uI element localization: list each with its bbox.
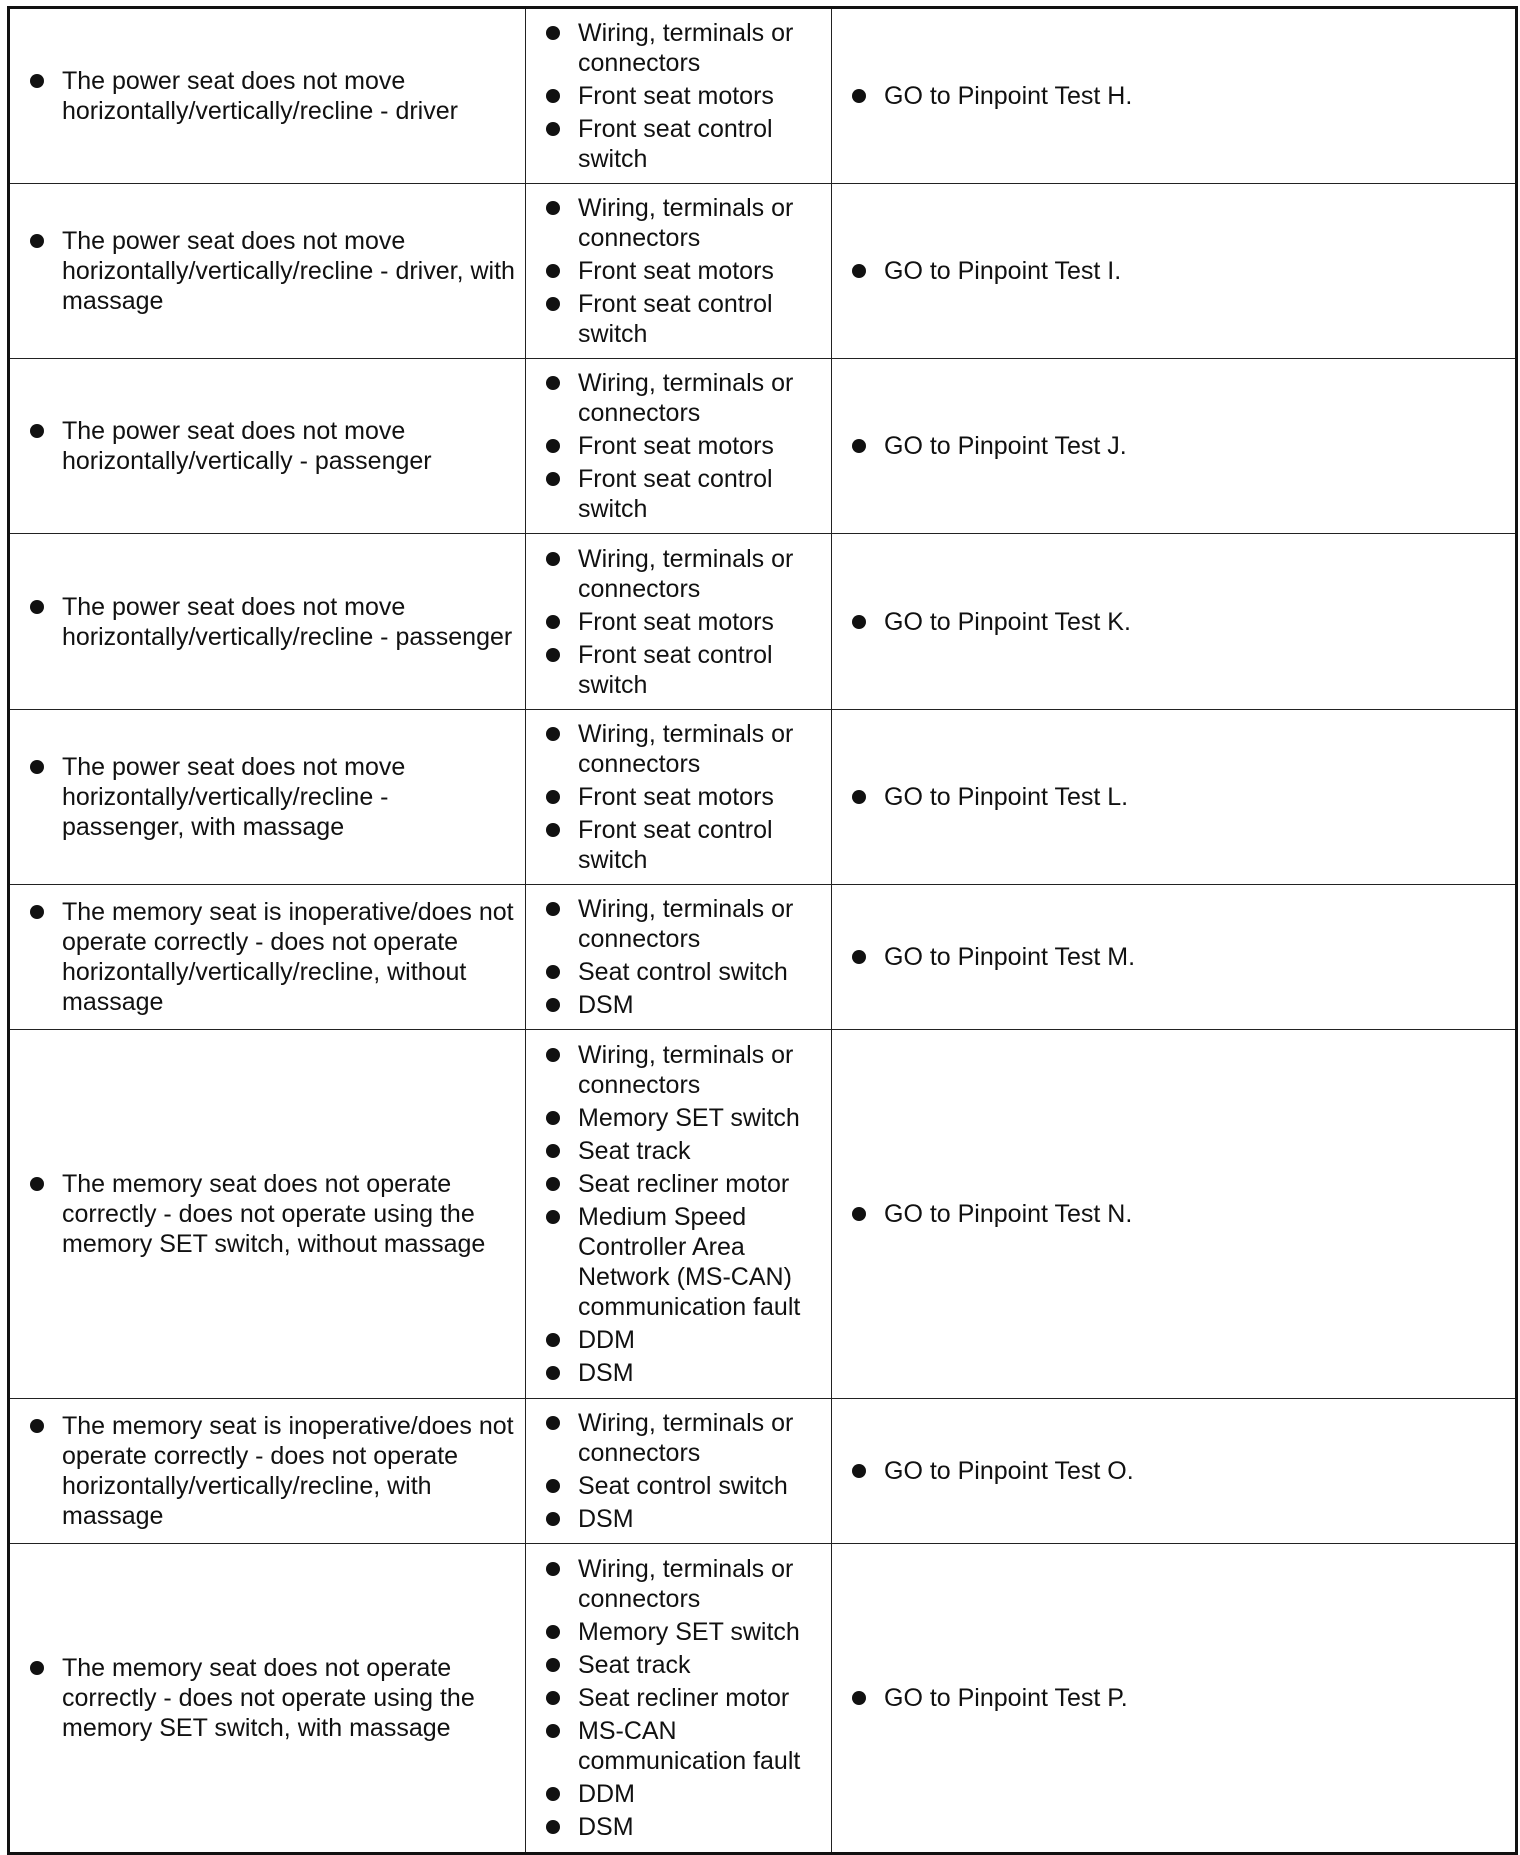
symptom-chart-table [7, 6, 1518, 1855]
action-item-text: GO to Pinpoint Test M. [884, 943, 1136, 971]
bullet-icon [852, 439, 866, 453]
bullet-icon [546, 376, 560, 390]
possible-source-cell [526, 1399, 832, 1544]
action-item [852, 431, 1505, 461]
possible-source-item-text: DDM [578, 1326, 635, 1354]
possible-source-item-text: Wiring, terminals or connectors [578, 544, 794, 603]
bullet-icon [546, 965, 560, 979]
possible-source-item [546, 1812, 821, 1842]
action-item [852, 256, 1505, 286]
condition-item [30, 1411, 515, 1531]
bullet-icon [852, 615, 866, 629]
condition-item-text: The memory seat is inoperative/does not operate correctly - does not operate horizontally/vertically/recline, with massage [62, 1412, 514, 1530]
bullet-icon [546, 1416, 560, 1430]
possible-source-item [546, 719, 821, 779]
possible-source-cell [526, 1544, 832, 1854]
bullet-icon [546, 1625, 560, 1639]
action-cell [832, 1399, 1517, 1544]
action-cell [832, 359, 1517, 534]
bullet-icon [546, 1177, 560, 1191]
condition-item [30, 592, 515, 652]
possible-source-item-text: MS-CAN communication fault [578, 1717, 801, 1775]
possible-source-cell [526, 184, 832, 359]
condition-cell [9, 184, 526, 359]
possible-source-item [546, 957, 821, 987]
possible-source-item [546, 815, 821, 875]
table-row [9, 184, 1517, 359]
action-item-text: GO to Pinpoint Test H. [884, 82, 1133, 110]
possible-source-item-text: Front seat control switch [578, 290, 773, 348]
possible-source-item [546, 464, 821, 524]
action-item [852, 607, 1505, 637]
possible-source-item-text: Front seat motors [578, 432, 774, 460]
possible-source-item-text: Seat track [578, 1137, 691, 1165]
condition-item [30, 1653, 515, 1743]
bullet-icon [30, 424, 44, 438]
condition-item [30, 416, 515, 476]
possible-source-item [546, 1202, 821, 1322]
bullet-icon [30, 760, 44, 774]
condition-cell [9, 885, 526, 1030]
possible-source-item [546, 1504, 821, 1534]
bullet-icon [852, 1464, 866, 1478]
possible-source-cell [526, 1030, 832, 1399]
bullet-icon [30, 74, 44, 88]
action-item [852, 782, 1505, 812]
bullet-icon [546, 1512, 560, 1526]
bullet-icon [546, 1691, 560, 1705]
condition-item [30, 1169, 515, 1259]
possible-source-item-text: Wiring, terminals or connectors [578, 720, 794, 778]
condition-item [30, 752, 515, 842]
possible-source-item [546, 1136, 821, 1166]
condition-item-text: The power seat does not move horizontally/vertically/recline - passenger [62, 592, 513, 651]
possible-source-item-text: Front seat control switch [578, 640, 773, 699]
possible-source-item-text: Wiring, terminals or connectors [578, 1555, 794, 1613]
action-cell [832, 8, 1517, 184]
possible-source-item-text: Front seat motors [578, 607, 774, 636]
possible-source-item-text: Wiring, terminals or connectors [578, 194, 794, 252]
bullet-icon [546, 727, 560, 741]
condition-cell [9, 359, 526, 534]
possible-source-item-text: Wiring, terminals or connectors [578, 19, 794, 77]
action-cell [832, 534, 1517, 710]
possible-source-item-text: Front seat control switch [578, 816, 773, 874]
possible-source-item [546, 894, 821, 954]
action-item-text: GO to Pinpoint Test K. [884, 607, 1131, 636]
possible-source-item [546, 1471, 821, 1501]
possible-source-cell [526, 534, 832, 710]
bullet-icon [546, 823, 560, 837]
possible-source-item [546, 1169, 821, 1199]
condition-cell [9, 8, 526, 184]
possible-source-item-text: DSM [578, 1813, 634, 1841]
possible-source-item-text: DDM [578, 1780, 635, 1808]
possible-source-item-text: Wiring, terminals or connectors [578, 1409, 794, 1467]
possible-source-item-text: Wiring, terminals or connectors [578, 895, 794, 953]
possible-source-cell [526, 885, 832, 1030]
bullet-icon [852, 1691, 866, 1705]
possible-source-item [546, 607, 821, 637]
bullet-icon [546, 1111, 560, 1125]
possible-source-item [546, 640, 821, 700]
possible-source-item-text: DSM [578, 991, 634, 1019]
possible-source-item-text: Front seat control switch [578, 465, 773, 523]
action-item [852, 942, 1505, 972]
bullet-icon [546, 648, 560, 662]
possible-source-cell [526, 710, 832, 885]
action-cell [832, 885, 1517, 1030]
bullet-icon [30, 600, 44, 614]
action-item [852, 81, 1505, 111]
possible-source-cell [526, 8, 832, 184]
bullet-icon [30, 1661, 44, 1675]
table-row [9, 1544, 1517, 1854]
bullet-icon [546, 472, 560, 486]
condition-item-text: The power seat does not move horizontally/vertically/recline - passenger, with massage [62, 753, 406, 841]
action-item-text: GO to Pinpoint Test O. [884, 1457, 1134, 1485]
possible-source-item-text: Front seat control switch [578, 115, 773, 173]
possible-source-item [546, 1650, 821, 1680]
bullet-icon [546, 1787, 560, 1801]
bullet-icon [852, 264, 866, 278]
condition-item-text: The power seat does not move horizontally/vertically/recline - driver [62, 67, 458, 125]
condition-cell [9, 534, 526, 710]
possible-source-item-text: Seat recliner motor [578, 1684, 790, 1712]
bullet-icon [546, 1048, 560, 1062]
possible-source-item [546, 1408, 821, 1468]
bullet-icon [546, 1210, 560, 1224]
condition-item-text: The power seat does not move horizontally/vertically/recline - driver, with massage [62, 227, 515, 315]
possible-source-item [546, 1779, 821, 1809]
possible-source-item [546, 1716, 821, 1776]
table-row [9, 885, 1517, 1030]
bullet-icon [546, 89, 560, 103]
bullet-icon [546, 201, 560, 215]
possible-source-item-text: Wiring, terminals or connectors [578, 369, 794, 427]
possible-source-item [546, 431, 821, 461]
action-item [852, 1456, 1505, 1486]
possible-source-item [546, 1617, 821, 1647]
bullet-icon [546, 1658, 560, 1672]
bullet-icon [546, 1724, 560, 1738]
possible-source-item-text: Front seat motors [578, 257, 774, 285]
possible-source-item-text: DSM [578, 1359, 634, 1387]
bullet-icon [546, 26, 560, 40]
bullet-icon [546, 615, 560, 629]
bullet-icon [546, 1820, 560, 1834]
condition-cell [9, 1399, 526, 1544]
action-item [852, 1683, 1505, 1713]
bullet-icon [546, 552, 560, 566]
condition-item [30, 897, 515, 1017]
possible-source-item [546, 544, 821, 604]
bullet-icon [30, 1419, 44, 1433]
possible-source-item-text: DSM [578, 1505, 634, 1533]
possible-source-item-text: Seat control switch [578, 958, 788, 986]
possible-source-item [546, 1325, 821, 1355]
action-cell [832, 710, 1517, 885]
possible-source-item-text: Seat track [578, 1651, 691, 1679]
possible-source-item-text: Front seat motors [578, 82, 774, 110]
action-item-text: GO to Pinpoint Test J. [884, 432, 1127, 460]
bullet-icon [546, 122, 560, 136]
possible-source-item [546, 1683, 821, 1713]
bullet-icon [852, 1207, 866, 1221]
possible-source-item [546, 1103, 821, 1133]
possible-source-item-text: Seat recliner motor [578, 1170, 790, 1198]
action-item-text: GO to Pinpoint Test N. [884, 1200, 1133, 1228]
condition-item-text: The memory seat does not operate correctly - does not operate using the memory SET switch, without massage [62, 1170, 486, 1258]
possible-source-item-text: Wiring, terminals or connectors [578, 1041, 794, 1099]
possible-source-item [546, 289, 821, 349]
table-row [9, 359, 1517, 534]
bullet-icon [30, 234, 44, 248]
bullet-icon [546, 1562, 560, 1576]
bullet-icon [546, 1333, 560, 1347]
table-row [9, 534, 1517, 710]
possible-source-item-text: Seat control switch [578, 1472, 788, 1500]
condition-cell [9, 710, 526, 885]
possible-source-item [546, 81, 821, 111]
condition-item [30, 66, 515, 126]
possible-source-item [546, 193, 821, 253]
action-item-text: GO to Pinpoint Test I. [884, 257, 1122, 285]
condition-cell [9, 1544, 526, 1854]
possible-source-item [546, 1554, 821, 1614]
possible-source-item [546, 256, 821, 286]
bullet-icon [546, 790, 560, 804]
action-cell [832, 184, 1517, 359]
possible-source-item-text: Memory SET switch [578, 1618, 800, 1646]
possible-source-item [546, 368, 821, 428]
possible-source-item [546, 18, 821, 78]
table-row [9, 8, 1517, 184]
condition-cell [9, 1030, 526, 1399]
action-item [852, 1199, 1505, 1229]
bullet-icon [546, 902, 560, 916]
bullet-icon [852, 790, 866, 804]
bullet-icon [546, 998, 560, 1012]
table-row [9, 1399, 1517, 1544]
condition-item-text: The memory seat does not operate correctly - does not operate using the memory SET switch, with massage [62, 1654, 475, 1742]
possible-source-item [546, 1358, 821, 1388]
bullet-icon [546, 1366, 560, 1380]
possible-source-item [546, 990, 821, 1020]
action-item-text: GO to Pinpoint Test L. [884, 783, 1129, 811]
bullet-icon [30, 905, 44, 919]
possible-source-item [546, 782, 821, 812]
table-row [9, 1030, 1517, 1399]
bullet-icon [546, 439, 560, 453]
possible-source-item-text: Medium Speed Controller Area Network (MS-CAN) communication fault [578, 1203, 801, 1321]
table-row [9, 710, 1517, 885]
bullet-icon [546, 1144, 560, 1158]
action-cell [832, 1030, 1517, 1399]
possible-source-item [546, 114, 821, 174]
action-cell [832, 1544, 1517, 1854]
possible-source-item [546, 1040, 821, 1100]
bullet-icon [546, 1479, 560, 1493]
bullet-icon [546, 297, 560, 311]
possible-source-item-text: Front seat motors [578, 783, 774, 811]
bullet-icon [546, 264, 560, 278]
table-body [9, 8, 1517, 1854]
possible-source-cell [526, 359, 832, 534]
bullet-icon [30, 1177, 44, 1191]
condition-item [30, 226, 515, 316]
action-item-text: GO to Pinpoint Test P. [884, 1684, 1128, 1712]
condition-item-text: The power seat does not move horizontally/vertically - passenger [62, 417, 432, 475]
possible-source-item-text: Memory SET switch [578, 1104, 800, 1132]
bullet-icon [852, 950, 866, 964]
condition-item-text: The memory seat is inoperative/does not operate correctly - does not operate horizontally/vertically/recline, without massage [62, 898, 514, 1016]
bullet-icon [852, 89, 866, 103]
